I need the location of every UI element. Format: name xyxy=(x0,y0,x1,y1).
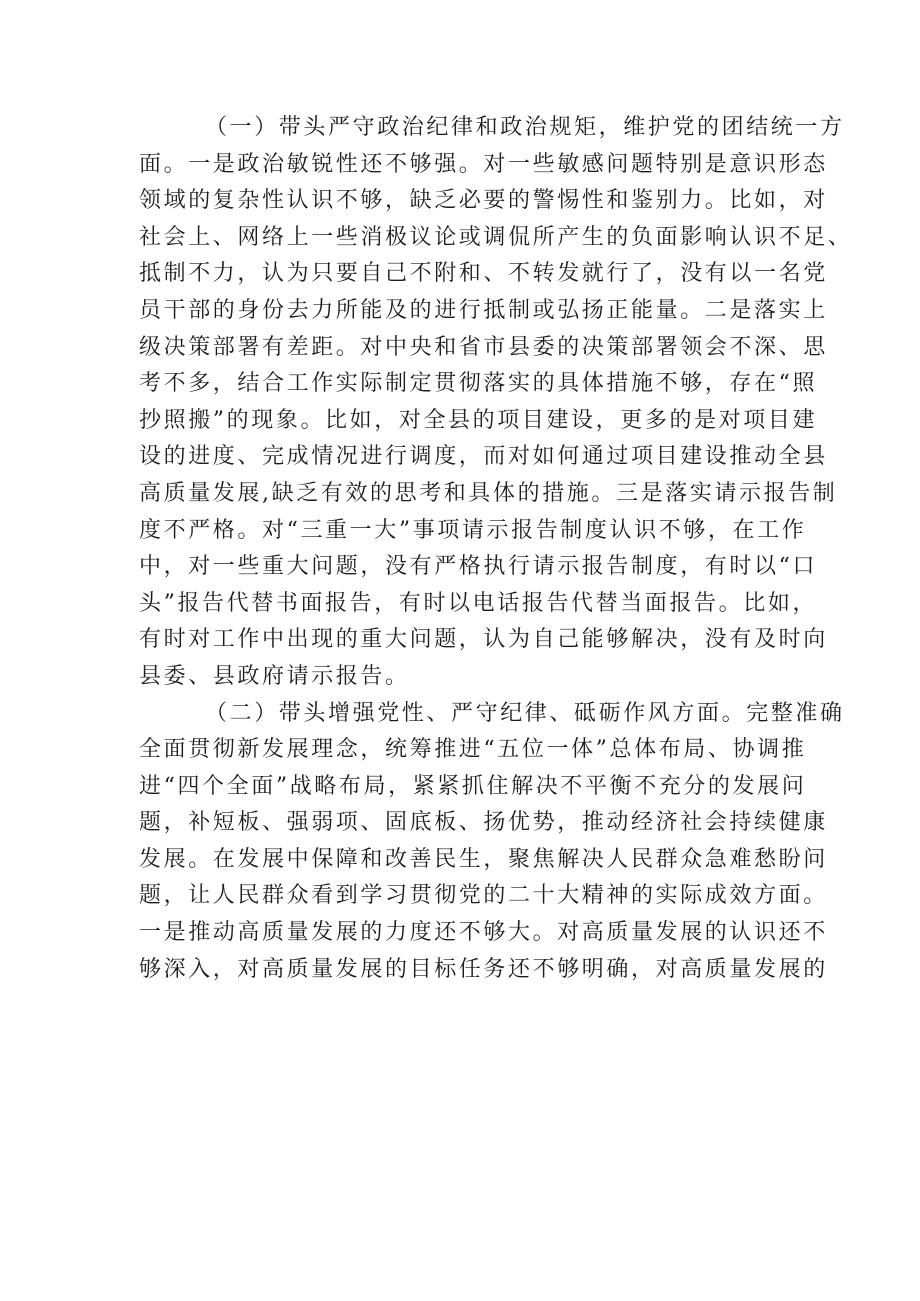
paragraph-line: 头”报告代替书面报告，有时以电话报告代替当面报告。比如， xyxy=(139,590,818,616)
paragraph-line: 社会上、网络上一些消极议论或调侃所产生的负面影响认识不足、 xyxy=(139,224,853,250)
paragraph-line: 发展。在发展中保障和改善民生，聚焦解决人民群众急难愁盼问 xyxy=(139,846,828,872)
paragraph-line: 高质量发展,缺乏有效的思考和具体的措施。三是落实请示报告制 xyxy=(139,480,838,506)
paragraph-1 xyxy=(139,110,853,696)
paragraph-line: （二）带头增强党性、严守纪律、砥砺作风方面。完整准确 xyxy=(205,700,845,726)
paragraph-line: 领域的复杂性认识不够，缺乏必要的警惕性和鉴别力。比如，对 xyxy=(139,188,828,214)
paragraph-line: 员干部的身份去力所能及的进行抵制或弘扬正能量。二是落实上 xyxy=(139,297,828,323)
paragraph-line: 县委、县政府请示报告。 xyxy=(139,663,410,689)
paragraph-line: （一）带头严守政治纪律和政治规矩，维护党的团结统一方 xyxy=(205,115,845,140)
paragraph-line: 面。一是政治敏锐性还不够强。对一些敏感问题特别是意识形态 xyxy=(139,151,828,177)
paragraph-line: 抄照搬”的现象。比如，对全县的项目建设，更多的是对项目建 xyxy=(139,407,818,433)
paragraph-line: 中，对一些重大问题，没有严格执行请示报告制度，有时以“口 xyxy=(139,554,818,580)
paragraph-line: 够深入，对高质量发展的目标任务还不够明确，对高质量发展的 xyxy=(139,956,828,982)
paragraph-line: 题，让人民群众看到学习贯彻党的二十大精神的实际成效方面。 xyxy=(139,883,828,909)
paragraph-line: 一是推动高质量发展的力度还不够大。对高质量发展的认识还不 xyxy=(139,920,828,946)
document-body xyxy=(139,110,853,988)
paragraph-line: 有时对工作中出现的重大问题，认为自己能够解决，没有及时向 xyxy=(139,627,828,653)
paragraph-line: 题，补短板、强弱项、固底板、扬优势，推动经济社会持续健康 xyxy=(139,810,828,836)
paragraph-line: 级决策部署有差距。对中央和省市县委的决策部署领会不深、思 xyxy=(139,334,828,360)
paragraph-line: 进“四个全面”战略布局，紧紧抓住解决不平衡不充分的发展问 xyxy=(139,773,807,799)
paragraph-line: 抵制不力，认为只要自己不附和、不转发就行了，没有以一名党 xyxy=(139,261,828,287)
paragraph-line: 度不严格。对“三重一大”事项请示报告制度认识不够，在工作 xyxy=(139,517,807,543)
paragraph-line: 考不多，结合工作实际制定贯彻落实的具体措施不够，存在“照 xyxy=(139,371,818,397)
paragraph-line: 设的进度、完成情况进行调度，而对如何通过项目建设推动全县 xyxy=(139,444,828,470)
paragraph-line: 全面贯彻新发展理念，统筹推进“五位一体”总体布局、协调推 xyxy=(139,737,807,763)
paragraph-2 xyxy=(139,696,845,989)
